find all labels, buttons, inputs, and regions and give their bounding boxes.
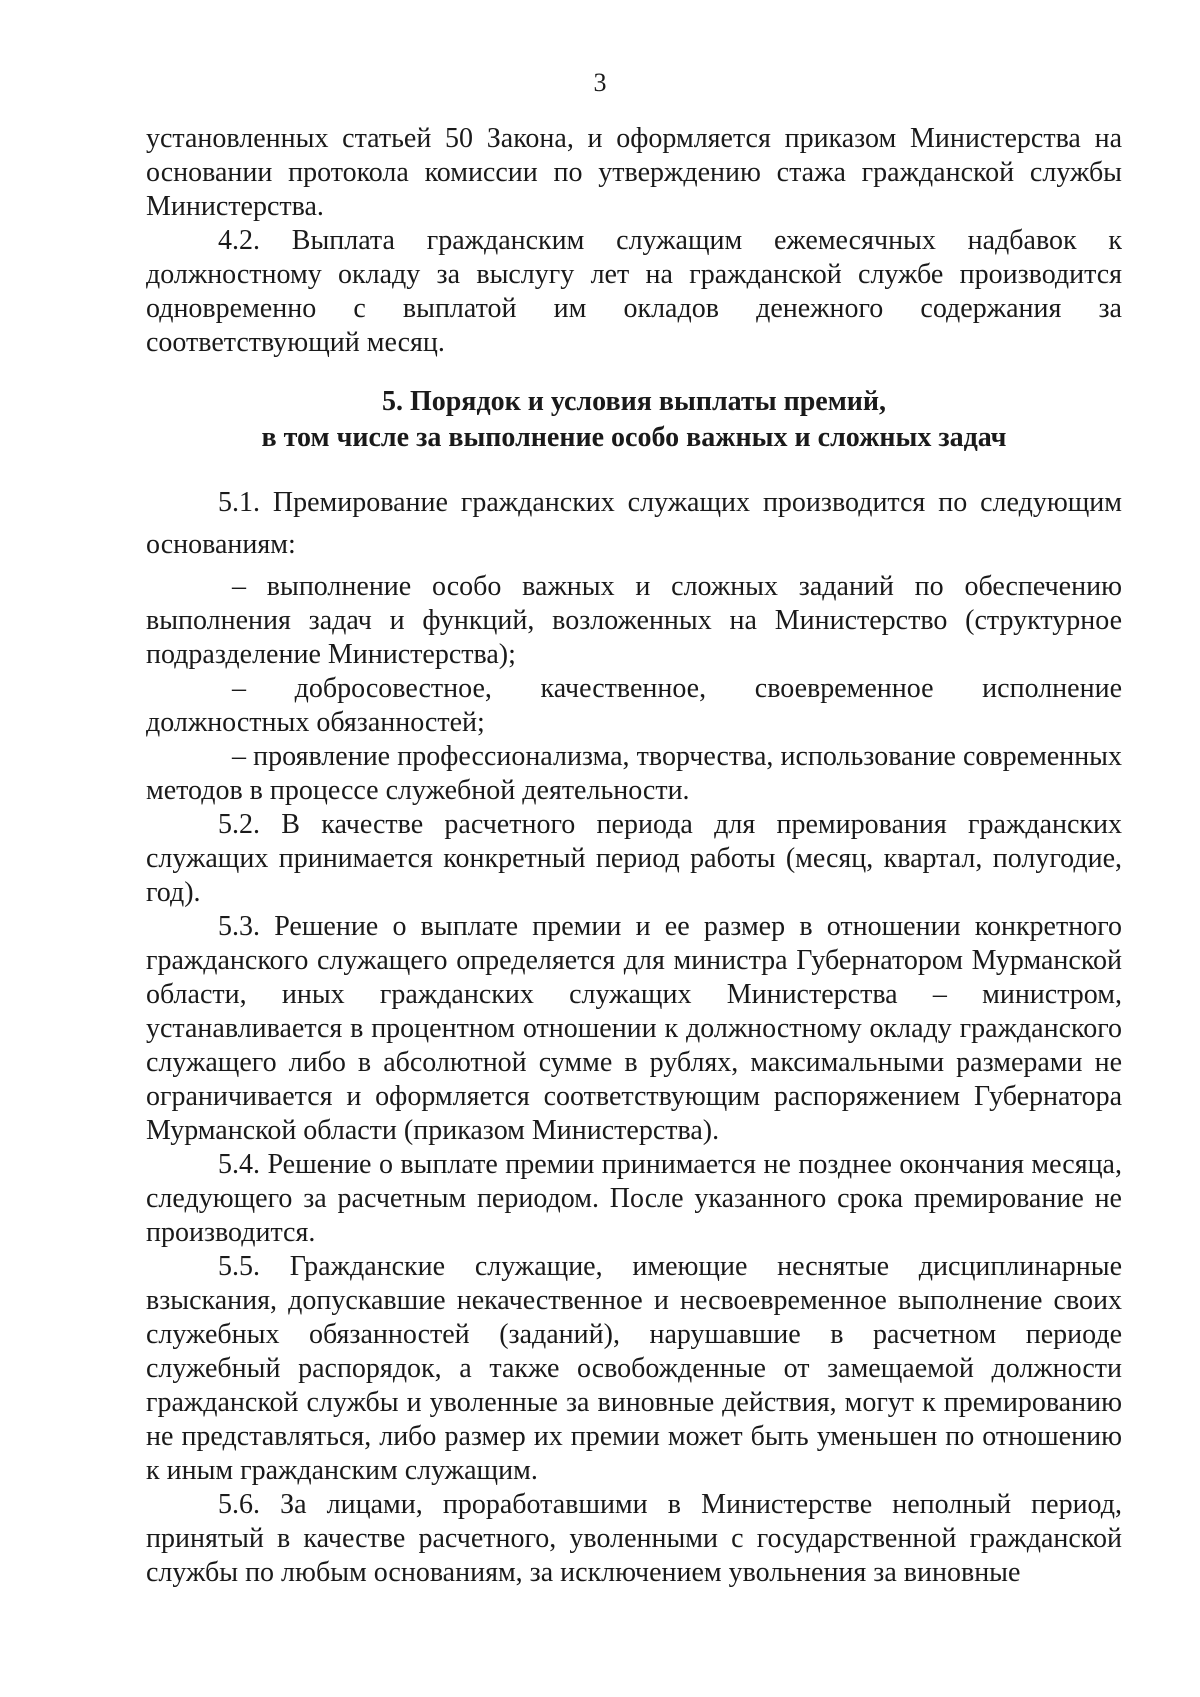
bullet-item: – добросовестное, качественное, своевременное исполнение должностных обязанностей; xyxy=(146,673,1122,738)
paragraph-4-2: 4.2. Выплата гражданским служащим ежемесячных надбавок к должностному окладу за выслугу лет на гражданской службе производится одновременно с выплатой им окладов денежного содержания за соответствующий месяц. xyxy=(146,225,1122,358)
section-heading xyxy=(146,384,1122,456)
bullet-item: – выполнение особо важных и сложных заданий по обеспечению выполнения задач и функций, возложенных на Министерство (структурное подразделение Министерства); xyxy=(146,571,1122,670)
paragraph-5-1: 5.1. Премирование гражданских служащих производится по следующим основаниям: xyxy=(146,487,1122,560)
section-heading-line1: 5. Порядок и условия выплаты премий, xyxy=(381,386,887,417)
paragraph-5-2: 5.2. В качестве расчетного периода для премирования гражданских служащих принимается конкретный период работы (месяц, квартал, полугодие, год). xyxy=(146,809,1122,908)
section-heading-line2: в том числе за выполнение особо важных и сложных задач xyxy=(261,422,1007,453)
paragraph-5-5: 5.5. Гражданские служащие, имеющие неснятые дисциплинарные взыскания, допускавшие некачественное и несвоевременное выполнение своих служебных обязанностей (заданий), нарушавшие в расчетном периоде служебный распорядок, а также освобожденные от замещаемой должности гражданской службы и уволенные за виновные действия, могут к премированию не представляться, либо размер их премии может быть уменьшен по отношению к иным гражданским служащим. xyxy=(146,1251,1122,1486)
page-number: 3 xyxy=(593,68,607,97)
paragraph-5-3: 5.3. Решение о выплате премии и ее размер в отношении конкретного гражданского служащего определяется для министра Губернатором Мурманской области, иных гражданских служащих Министерства – министром, устанавливается в процентном отношении к должностному окладу гражданского служащего либо в абсолютной сумме в рублях, максимальными размерами не ограничивается и оформляется соответствующим распоряжением Губернатора Мурманской области (приказом Министерства). xyxy=(146,911,1122,1146)
paragraph-5-6: 5.6. За лицами, проработавшими в Министерстве неполный период, принятый в качестве расчетного, уволенными с государственной гражданской службы по любым основаниям, за исключением увольнения за виновные xyxy=(146,1489,1122,1588)
bullet-item: – проявление профессионализма, творчества, использование современных методов в процессе служебной деятельности. xyxy=(146,741,1122,806)
document-body xyxy=(146,122,1122,1590)
paragraph-continuation: установленных статьей 50 Закона, и оформляется приказом Министерства на основании протокола комиссии по утверждению стажа гражданской службы Министерства. xyxy=(146,123,1122,222)
paragraph-5-4: 5.4. Решение о выплате премии принимается не позднее окончания месяца, следующего за расчетным периодом. После указанного срока премирование не производится. xyxy=(146,1149,1122,1248)
